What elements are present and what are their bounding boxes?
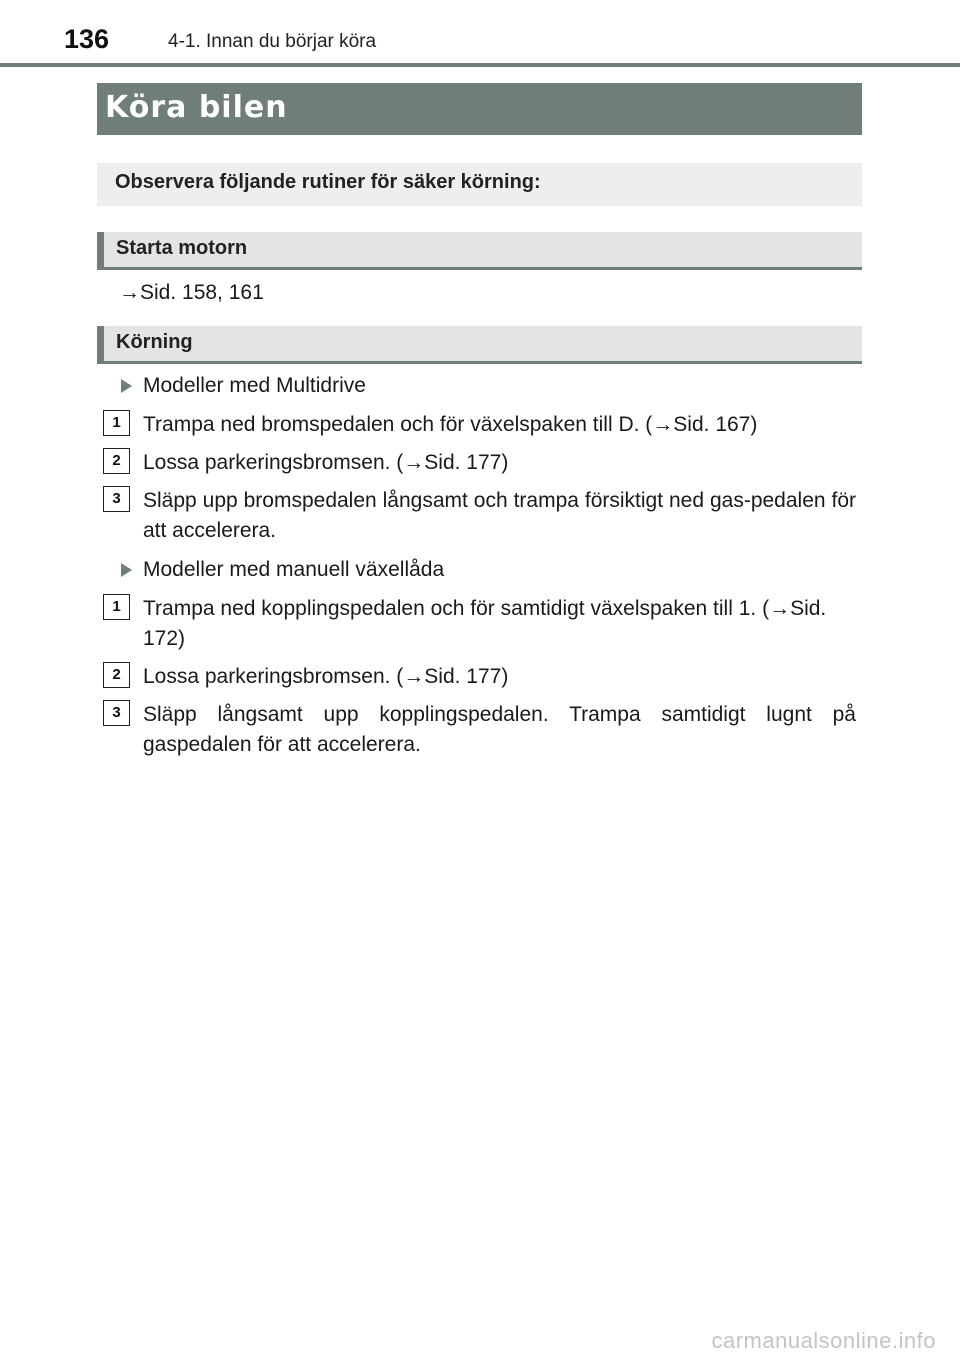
step-number-box: 3 bbox=[103, 700, 130, 726]
bullet-triangle-icon bbox=[121, 379, 132, 393]
bullet-triangle-icon bbox=[121, 563, 132, 577]
section-heading-start bbox=[97, 232, 862, 270]
section-heading-driving bbox=[97, 326, 862, 364]
multidrive-step-1: Trampa ned bromspedalen och för växelspaken till D. (→Sid. 167) bbox=[143, 413, 758, 436]
step-number-box: 3 bbox=[103, 486, 130, 512]
step-number-box: 1 bbox=[103, 594, 130, 620]
multidrive-step-2: Lossa parkeringsbromsen. (→Sid. 177) bbox=[143, 451, 509, 474]
manual-step-2: Lossa parkeringsbromsen. (→Sid. 177) bbox=[143, 665, 509, 688]
page-title: Köra bilen bbox=[105, 90, 288, 125]
page-number: 136 bbox=[64, 24, 110, 54]
watermark: carmanualsonline.info bbox=[711, 1328, 936, 1353]
intro-text: Observera följande rutiner för säker körning: bbox=[115, 171, 541, 193]
header-rule bbox=[0, 63, 960, 67]
multidrive-step-3: Släpp upp bromspedalen långsamt och trampa försiktigt ned gas-pedalen för att accelerera. bbox=[143, 489, 856, 542]
step-number-box: 2 bbox=[103, 448, 130, 474]
chapter-title: 4-1. Innan du börjar köra bbox=[168, 31, 377, 52]
title-bar bbox=[97, 83, 862, 135]
manual-step-3: Släpp långsamt upp kopplingspedalen. Trampa samtidigt lugnt på gaspedalen för att accelerera. bbox=[143, 703, 856, 756]
intro-box bbox=[97, 163, 862, 206]
step-number-box: 2 bbox=[103, 662, 130, 688]
start-reference[interactable]: →Sid. 158, 161 bbox=[119, 281, 264, 304]
multidrive-label: Modeller med Multidrive bbox=[143, 374, 366, 397]
section-heading-label: Starta motorn bbox=[116, 237, 248, 259]
manual-label: Modeller med manuell växellåda bbox=[143, 558, 445, 581]
step-number-box: 1 bbox=[103, 410, 130, 436]
section-heading-label: Körning bbox=[116, 331, 193, 353]
manual-step-1: Trampa ned kopplingspedalen och för samtidigt växelspaken till 1. (→Sid. 172) bbox=[143, 597, 827, 650]
